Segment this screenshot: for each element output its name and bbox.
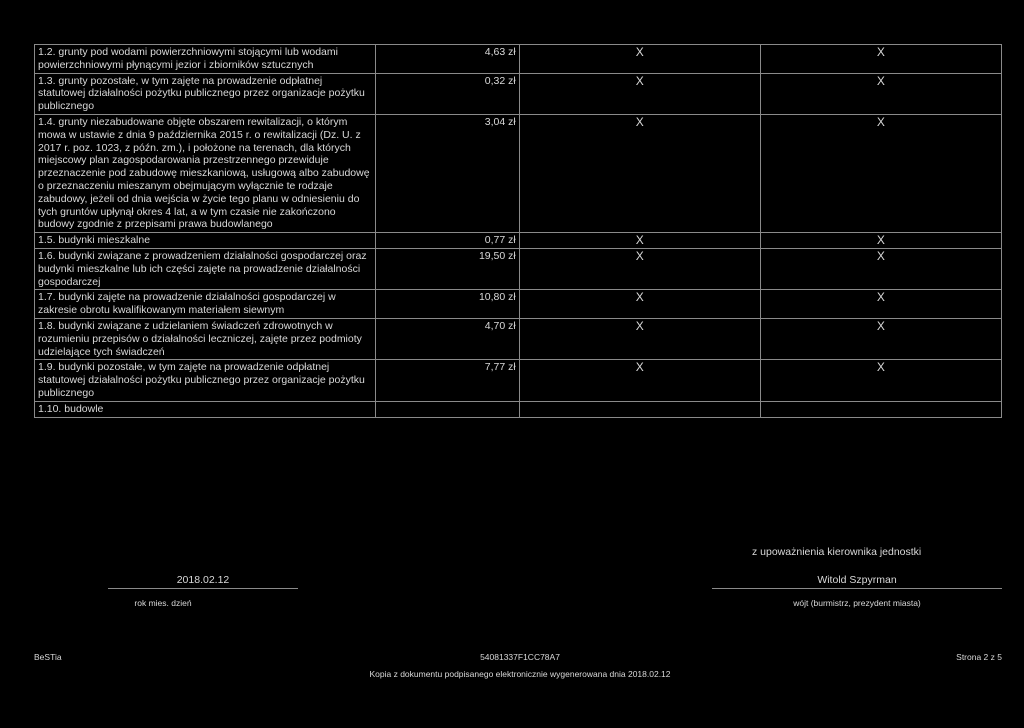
row-description: 1.9. budynki pozostałe, w tym zajęte na prowadzenie odpłatnej statutowej działalności pożytku publicznego przez organizacje pożytku publicznego <box>35 360 376 401</box>
table-row <box>35 318 1002 359</box>
row-amount: 19,50 zł <box>375 248 519 289</box>
authority-label: z upoważnienia kierownika jednostki <box>752 546 922 558</box>
table-row <box>35 248 1002 289</box>
row-mark: X <box>519 45 760 74</box>
row-mark: X <box>519 233 760 249</box>
row-description: 1.10. budowle <box>35 401 376 417</box>
row-mark: X <box>519 248 760 289</box>
row-mark: X <box>760 45 1001 74</box>
row-mark: X <box>519 73 760 114</box>
table-row <box>35 290 1002 319</box>
row-description: 1.2. grunty pod wodami powierzchniowymi stojącymi lub wodami powierzchniowymi płynącymi jezior i zbiorników sztucznych <box>35 45 376 74</box>
signature-date: 2018.02.12 <box>176 574 230 586</box>
footer-app: BeSTia <box>34 652 62 662</box>
copy-note: Kopia z dokumentu podpisanego elektronicznie wygenerowana dnia 2018.02.12 <box>369 669 671 679</box>
table-row <box>35 360 1002 401</box>
row-mark: X <box>760 233 1001 249</box>
row-amount: 0,32 zł <box>375 73 519 114</box>
date-line <box>108 588 298 589</box>
row-description: 1.4. grunty niezabudowane objęte obszarem rewitalizacji, o którym mowa w ustawie z dnia 9 października 2015 r. o rewitalizacji (Dz. U. z 2017 r. poz. 1023, z późn. zm.), i położone na terenach, dla których miejscowy plan zagospodarowania przestrzennego przewiduje przeznaczenie pod zabudowę mieszkaniową, usługową albo zabudowę o przeznaczeniu mieszanym obejmującym wyłącznie te rodzaje zabudowy, jeżeli od dnia wejścia w życie tego planu w odniesieniu do tych gruntów upłynął okres 4 lat, a w tym czasie nie zakończono budowy zgodnie z przepisami prawa budowlanego <box>35 114 376 232</box>
document-code: 54081337F1CC78A7 <box>480 652 560 662</box>
row-amount <box>375 401 519 417</box>
row-description: 1.6. budynki związane z prowadzeniem działalności gospodarczej oraz budynki mieszkalne lub ich części zajęte na prowadzenie działalności gospodarczej <box>35 248 376 289</box>
row-mark: X <box>519 290 760 319</box>
table-row <box>35 73 1002 114</box>
row-mark: X <box>519 318 760 359</box>
row-mark: X <box>760 73 1001 114</box>
signatory-role: wójt (burmistrz, prezydent miasta) <box>793 598 921 608</box>
row-description: 1.3. grunty pozostałe, w tym zajęte na prowadzenie odpłatnej statutowej działalności pożytku publicznego przez organizacje pożytku publicznego <box>35 73 376 114</box>
row-mark: X <box>760 290 1001 319</box>
row-mark: X <box>760 248 1001 289</box>
row-amount: 7,77 zł <box>375 360 519 401</box>
row-mark: X <box>519 360 760 401</box>
row-mark <box>760 401 1001 417</box>
table-row <box>35 45 1002 74</box>
row-amount: 4,63 zł <box>375 45 519 74</box>
row-amount: 4,70 zł <box>375 318 519 359</box>
row-mark: X <box>519 114 760 232</box>
signatory-name: Witold Szpyrman <box>817 574 897 586</box>
row-mark <box>519 401 760 417</box>
row-mark: X <box>760 318 1001 359</box>
row-amount: 10,80 zł <box>375 290 519 319</box>
row-mark: X <box>760 360 1001 401</box>
name-line <box>712 588 1002 589</box>
row-description: 1.7. budynki zajęte na prowadzenie działalności gospodarczej w zakresie obrotu kwalifikowanym materiałem siewnym <box>35 290 376 319</box>
table-row <box>35 401 1002 417</box>
row-description: 1.5. budynki mieszkalne <box>35 233 376 249</box>
row-description: 1.8. budynki związane z udzielaniem świadczeń zdrowotnych w rozumieniu przepisów o działalności leczniczej, zajęte przez podmioty udzielające tych świadczeń <box>35 318 376 359</box>
row-mark: X <box>760 114 1001 232</box>
page-number: Strona 2 z 5 <box>956 652 1002 662</box>
date-caption: rok mies. dzień <box>134 598 192 608</box>
row-amount: 0,77 zł <box>375 233 519 249</box>
row-amount: 3,04 zł <box>375 114 519 232</box>
table-row <box>35 233 1002 249</box>
table-row <box>35 114 1002 232</box>
tax-rates-table <box>34 44 1002 418</box>
